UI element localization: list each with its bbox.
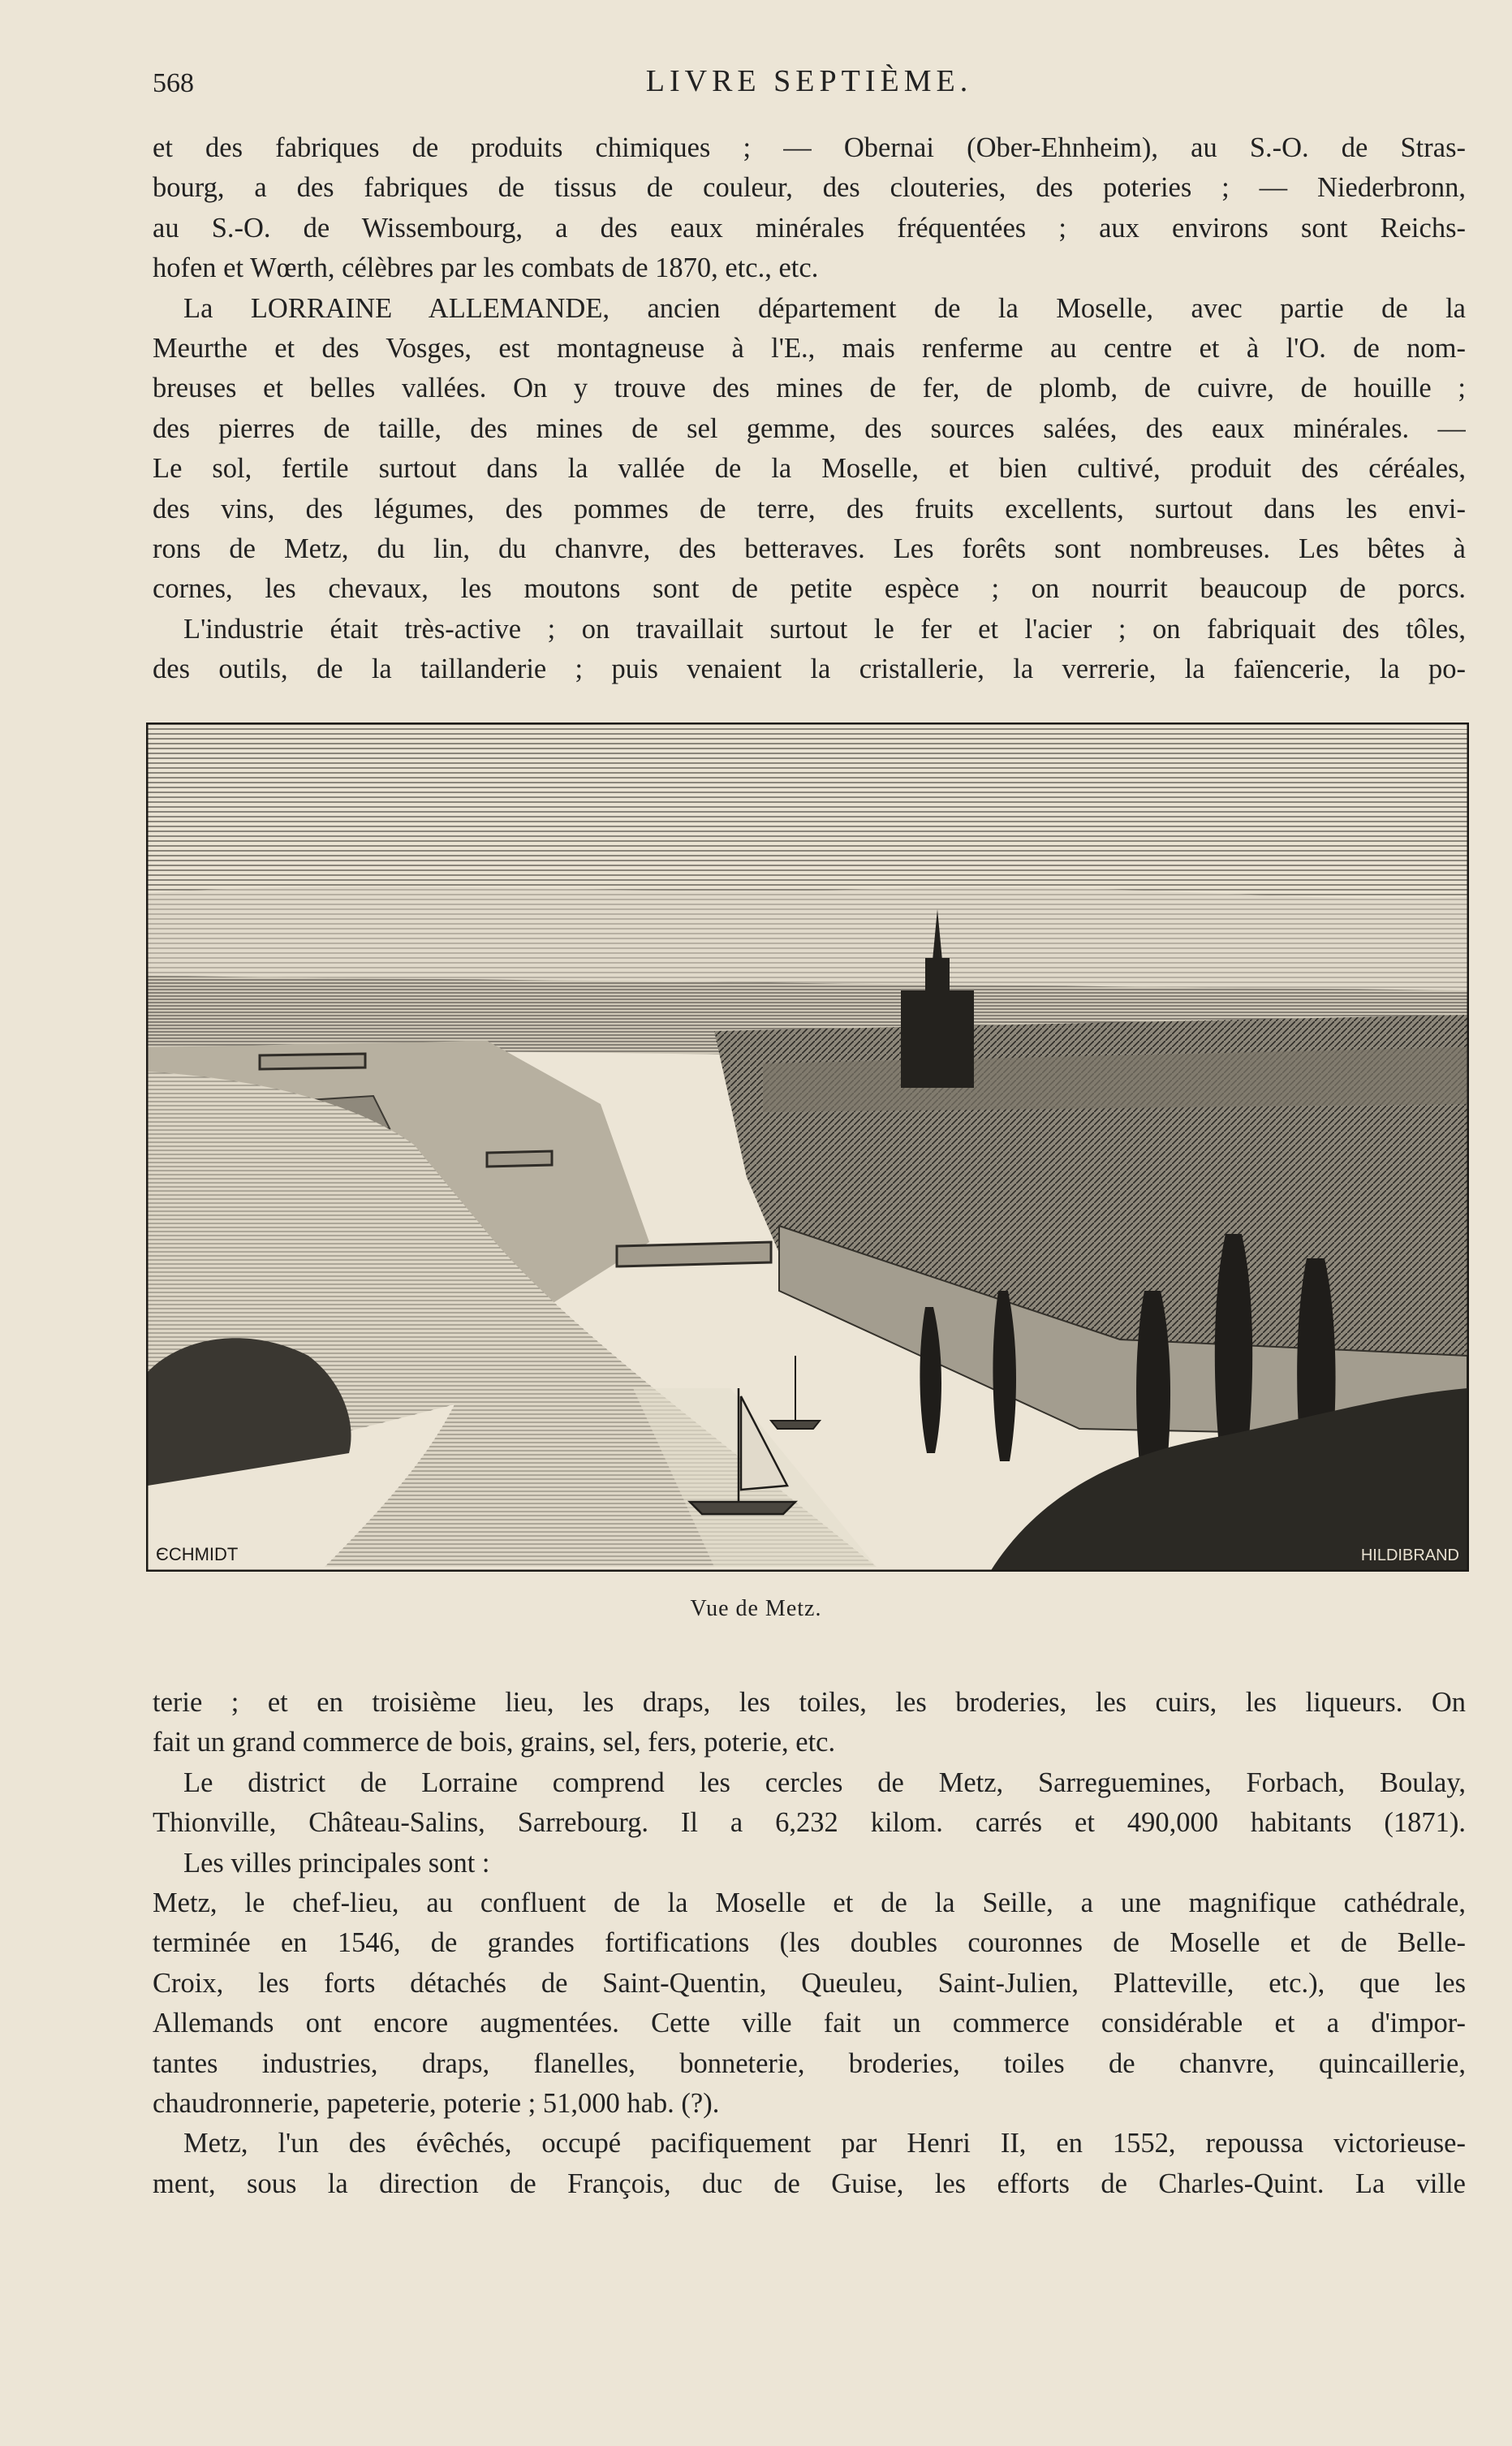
engraver-signature-right: HILDIBRAND [1360,1547,1459,1564]
text-line: Thionville, Château-Salins, Sarrebourg. Il a 6,232 kilom. carrés et 490,000 habitants (1871). [153,1807,1466,1839]
text-line: Metz, l'un des évêchés, occupé pacifiquement par Henri II, en 1552, repoussa victorieuse- [183,2128,1466,2159]
engraving-illustration [146,723,1469,1572]
text-line: des outils, de la taillanderie ; puis venaient la cristallerie, la verrerie, la faïencerie, la po- [153,654,1466,685]
text-line: terminée en 1546, de grandes fortifications (les doubles couronnes de Moselle et de Belle- [153,1927,1466,1959]
text-line: bourg, a des fabriques de tissus de couleur, des clouteries, des poteries ; — Niederbronn, [153,172,1466,204]
text-line: ment, sous la direction de François, duc de Guise, les efforts de Charles-Quint. La ville [153,2168,1466,2199]
text-line: Le district de Lorraine comprend les cercles de Metz, Sarreguemines, Forbach, Boulay, [183,1767,1466,1798]
figure-caption: Vue de Metz. [690,1596,822,1621]
text-line: au S.-O. de Wissembourg, a des eaux minérales fréquentées ; aux environs sont Reichs- [153,212,1466,244]
text-line: breuses et belles vallées. On y trouve des mines de fer, de plomb, de cuivre, de houille ; [153,373,1466,404]
text-line: cornes, les chevaux, les moutons sont de petite espèce ; on nourrit beaucoup de porcs. [153,573,1466,605]
engraver-signature-left: ЄCHMIDT [156,1544,239,1564]
text-line: rons de Metz, du lin, du chanvre, des betteraves. Les forêts sont nombreuses. Les bêtes à [153,533,1466,564]
text-line: Allemands ont encore augmentées. Cette ville fait un commerce considérable et a d'impor- [153,2008,1466,2039]
text-line: chaudronnerie, papeterie, poterie ; 51,000 hab. (?). [153,2087,720,2119]
text-line: Metz, le chef-lieu, au confluent de la Moselle et de la Seille, a une magnifique cathédrale, [153,1887,1466,1918]
text-line: Croix, les forts détachés de Saint-Quentin, Queuleu, Saint-Julien, Platteville, etc.), que les [153,1967,1466,1999]
running-head [153,63,1466,112]
text-line: Meurthe et des Vosges, est montagneuse à l'E., mais renferme au centre et à l'O. de nom- [153,332,1466,364]
text-line: La LORRAINE ALLEMANDE, ancien département de la Moselle, avec partie de la [183,292,1466,324]
text-line: fait un grand commerce de bois, grains, sel, fers, poterie, etc. [153,1727,836,1758]
text-line: Les villes principales sont : [183,1847,490,1879]
top-text-block [153,128,1466,689]
text-line: des vins, des légumes, des pommes de terre, des fruits excellents, surtout dans les envi- [153,493,1466,524]
text-line: Le sol, fertile surtout dans la vallée de la Moselle, et bien cultivé, produit des céréales, [153,453,1466,485]
text-line: et des fabriques de produits chimiques ; — Obernai (Ober-Ehnheim), au S.-O. de Stras- [153,132,1466,163]
text-line: tantes industries, draps, flanelles, bonneterie, broderies, toiles de chanvre, quincaillerie, [153,2047,1466,2079]
book-title: LIVRE SEPTIÈME. [645,64,973,98]
text-line: L'industrie était très-active ; on travaillait surtout le fer et l'acier ; on fabriquait des tôles, [183,613,1466,645]
text-line: terie ; et en troisième lieu, les draps, les toiles, les broderies, les cuirs, les liqueurs. On [153,1687,1466,1718]
engraving-view-of-metz [146,723,1469,1572]
page-number: 568 [153,68,194,98]
bottom-text-block [153,1683,1466,2204]
text-line: des pierres de taille, des mines de sel gemme, des sources salées, des eaux minérales. — [153,412,1466,444]
text-line: hofen et Wœrth, célèbres par les combats de 1870, etc., etc. [153,252,819,284]
